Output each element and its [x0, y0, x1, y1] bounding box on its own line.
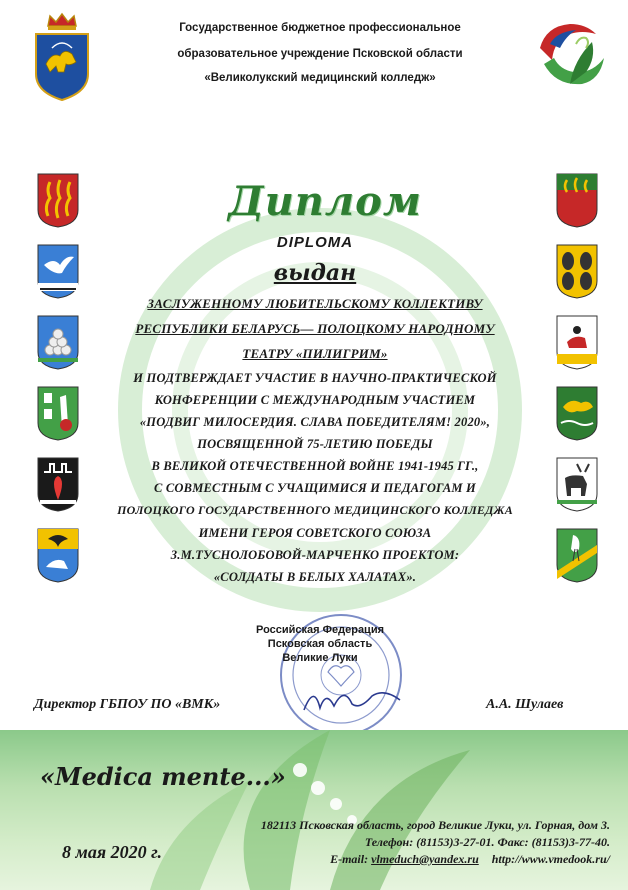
footer-contacts — [210, 852, 610, 867]
knight-coat-of-arms-icon — [36, 385, 80, 441]
diploma-title: Диплом — [228, 178, 422, 225]
bird-coat-of-arms-icon — [36, 243, 80, 299]
mound-coat-of-arms-icon — [36, 314, 80, 370]
body-line-9: З.М.ТУСНОЛОБОВОЙ-МАРЧЕНКО ПРОЕКТОМ: — [170, 548, 460, 562]
rider-coat-of-arms-icon — [555, 314, 599, 370]
elk-coat-of-arms-icon — [555, 456, 599, 512]
header-line-1: Государственное бюджетное профессиональное — [179, 22, 461, 34]
email-link[interactable]: vlmeduch@yandex.ru — [371, 852, 479, 866]
body-line-1: И ПОДТВЕРЖДАЕТ УЧАСТИЕ В НАУЧНО-ПРАКТИЧЕСКОЙ — [133, 371, 497, 385]
flames-green-coat-of-arms-icon — [555, 172, 599, 228]
recipient-line-2: РЕСПУБЛИКИ БЕЛАРУСЬ— ПОЛОЦКОМУ НАРОДНОМУ — [135, 321, 495, 336]
body-line-6: С СОВМЕСТНЫМ С УЧАЩИМИСЯ И ПЕДАГОГАМ И — [154, 481, 476, 495]
signature-scribble — [300, 680, 410, 720]
body-line-5: В ВЕЛИКОЙ ОТЕЧЕСТВЕННОЙ ВОЙНЕ 1941-1945 ГГ., — [151, 459, 479, 473]
body-line-10: «СОЛДАТЫ В БЕЛЫХ ХАЛАТАХ». — [213, 570, 417, 584]
email-label: E-mail: — [330, 852, 369, 866]
footer-phone: Телефон: (81153)3-27-01. Факс: (81153)3-77-40. — [364, 835, 610, 849]
city-coat-of-arms-icon — [36, 456, 80, 512]
header-line-3: «Великолукский медицинский колледж» — [204, 72, 436, 84]
footer-address: 182113 Псковская область, город Великие Луки, ул. Горная, дом 3. — [260, 818, 610, 832]
diploma-subtitle: DIPLOMA — [276, 234, 354, 251]
body-line-4: ПОСВЯЩЕННОЙ 75-ЛЕТИЮ ПОБЕДЫ — [197, 437, 433, 451]
header-line-2: образовательное учреждение Псковской области — [177, 48, 463, 60]
recipient-line-1: ЗАСЛУЖЕННОМУ ЛЮБИТЕЛЬСКОМУ КОЛЛЕКТИВУ — [147, 296, 483, 311]
footer-motto: «Medica mente...» — [40, 762, 286, 791]
body-line-8: ИМЕНИ ГЕРОЯ СОВЕТСКОГО СОЮЗА — [198, 526, 432, 540]
eagle-coat-of-arms-icon — [36, 527, 80, 583]
stones-coat-of-arms-icon — [555, 243, 599, 299]
seal-line-2: Псковская область — [267, 638, 373, 650]
stork-coat-of-arms-icon — [555, 527, 599, 583]
website-link[interactable]: http://www.vmedook.ru/ — [491, 852, 610, 866]
recipient-line-3: ТЕАТРУ «ПИЛИГРИМ» — [242, 346, 388, 361]
flames-coat-of-arms-icon — [36, 172, 80, 228]
marten-coat-of-arms-icon — [555, 385, 599, 441]
body-line-7: ПОЛОЦКОГО ГОСУДАРСТВЕННОГО МЕДИЦИНСКОГО КОЛЛЕДЖА — [117, 503, 513, 517]
seal-line-3: Великие Луки — [282, 652, 358, 664]
director-name: А.А. Шулаев — [486, 697, 564, 712]
body-line-3: «ПОДВИГ МИЛОСЕРДИЯ. СЛАВА ПОБЕДИТЕЛЯМ! 2020», — [139, 415, 491, 429]
seal-line-1: Российская Федерация — [256, 624, 384, 636]
college-logo — [530, 14, 610, 94]
footer-date: 8 мая 2020 г. — [62, 842, 163, 862]
director-position: Директор ГБПОУ ПО «ВМК» — [34, 697, 221, 712]
pskov-region-coat-of-arms — [30, 12, 94, 102]
body-line-2: КОНФЕРЕНЦИИ С МЕЖДУНАРОДНЫМ УЧАСТИЕМ — [154, 393, 476, 407]
issued-label: выдан — [273, 260, 357, 286]
